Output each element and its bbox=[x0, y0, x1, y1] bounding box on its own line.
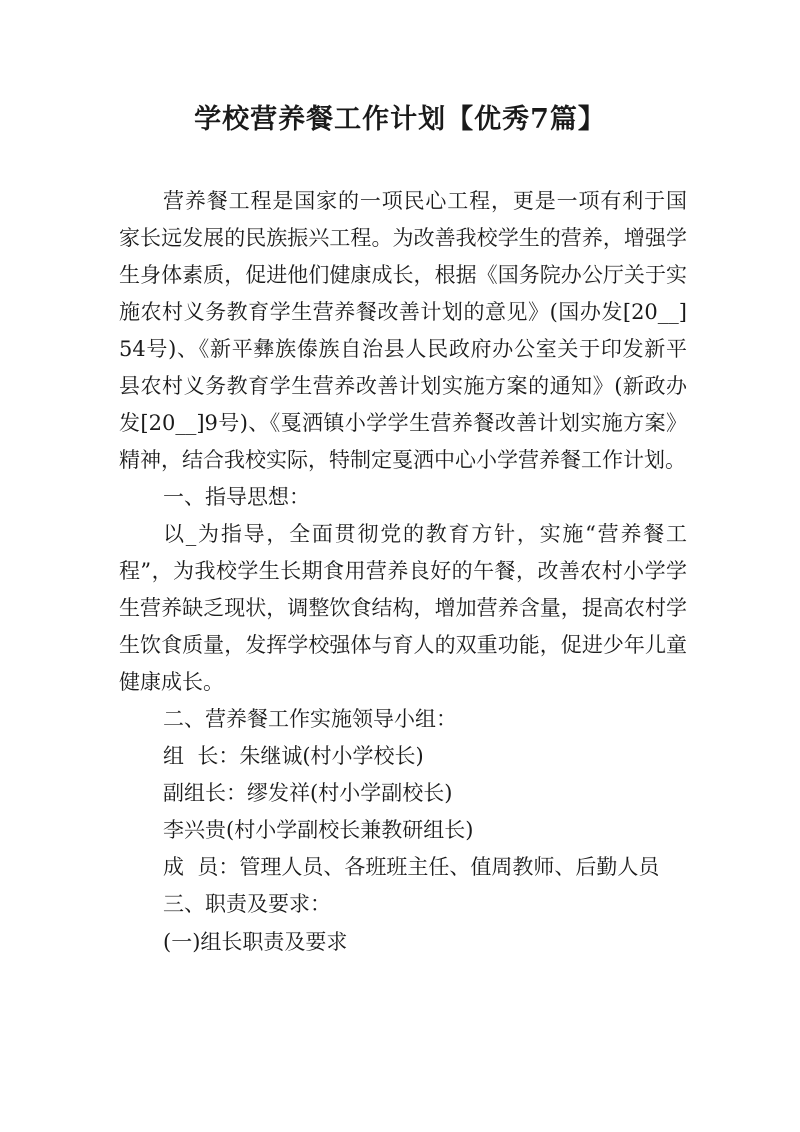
section-heading-guiding-ideology: 一、指导思想： bbox=[163, 485, 310, 509]
members-line: 成 员：管理人员、各班班主任、值周教师、后勤人员 bbox=[163, 855, 660, 879]
deputy-leader-line-2: 李兴贵(村小学副校长兼教研组长) bbox=[163, 818, 474, 842]
intro-paragraph: 营养餐工程是国家的一项民心工程，更是一项有利于国家长远发展的民族振兴工程。为改善我校学生的营养，增强学生身体素质，促进他们健康成长，根据《国务院办公厅关于实施农村义务教育学生营养餐改善计划的意见》(国办发[20__]54号)、《新平彝族傣族自治县人民政府办公室关于印发新平县农村义务教育学生营养改善计划实施方案的通知》(新政办发[20__]9号)、《戛洒镇小学学生营养餐改善计划实施方案》精神，结合我校实际，特制定戛洒中心小学营养餐工作计划。 bbox=[119, 189, 687, 472]
section-heading-duties: 三、职责及要求： bbox=[163, 892, 331, 916]
group-leader-line: 组 长：朱继诚(村小学校长) bbox=[163, 744, 424, 768]
deputy-leader-line: 副组长：缪发祥(村小学副校长) bbox=[163, 781, 453, 805]
subsection-heading-leader-duties: (一)组长职责及要求 bbox=[163, 930, 348, 954]
section-heading-leadership-group: 二、营养餐工作实施领导小组： bbox=[163, 707, 457, 731]
document-title: 学校营养餐工作计划【优秀7篇】 bbox=[194, 104, 606, 135]
guiding-ideology-paragraph: 以_为指导，全面贯彻党的教育方针，实施“营养餐工程”，为我校学生长期食用营养良好的午餐，改善农村小学学生营养缺乏现状，调整饮食结构，增加营养含量，提高农村学生饮食质量，发挥学校强体与育人的双重功能，促进少年儿童健康成长。 bbox=[119, 522, 687, 694]
document-body bbox=[119, 183, 687, 961]
